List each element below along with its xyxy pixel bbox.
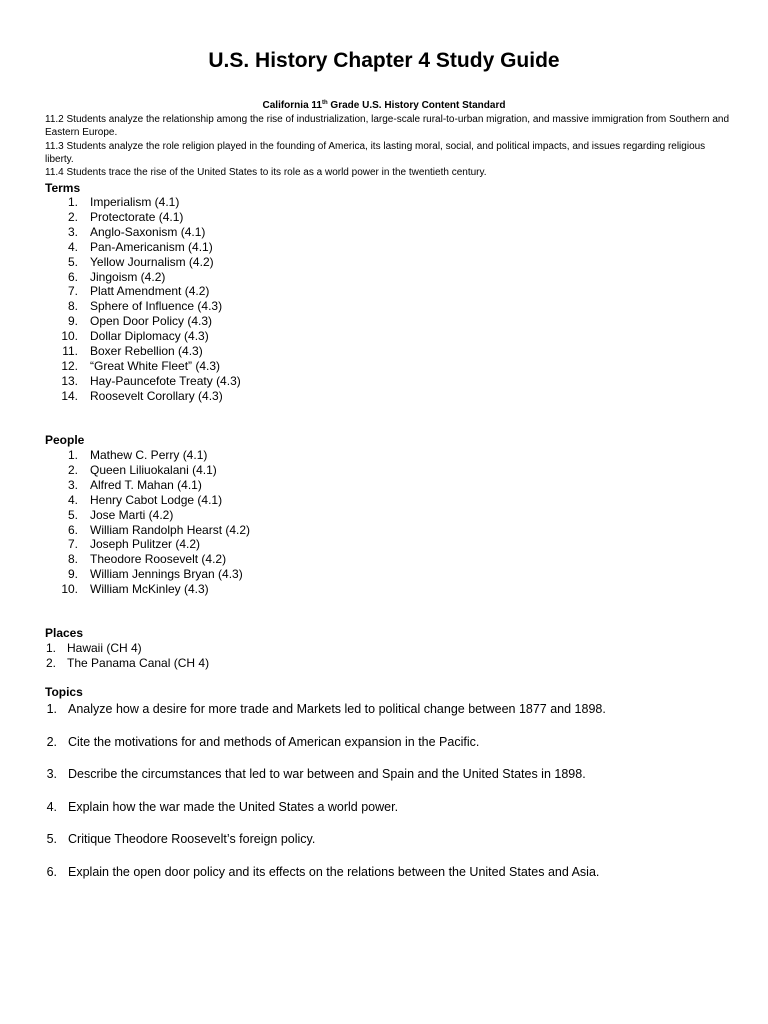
list-item: 13. Hay-Pauncefote Treaty (4.3) <box>61 373 241 388</box>
standard-heading-suffix: Grade U.S. History Content Standard <box>327 100 506 111</box>
list-item: 6. William Randolph Hearst (4.2) <box>67 522 251 537</box>
places-list <box>45 641 210 671</box>
topics-list <box>45 701 606 896</box>
people-list <box>45 448 251 597</box>
list-item: 1. Hawaii (CH 4) <box>45 641 142 655</box>
list-item: 8. Theodore Roosevelt (4.2) <box>67 552 227 567</box>
places-heading: Places <box>45 626 84 640</box>
list-item: 2. The Panama Canal (CH 4) <box>45 655 210 670</box>
list-item: 1. Imperialism (4.1) <box>67 195 180 209</box>
list-item: 4. Henry Cabot Lodge (4.1) <box>67 492 223 507</box>
standard-11-2: 11.2 Students analyze the relationship among the rise of industrialization, large-scale rural-to-urban migration, and massive immigration from Southern and Eastern Europe. <box>45 114 730 139</box>
terms-heading: Terms <box>45 181 81 195</box>
list-item: 4. Pan-Americanism (4.1) <box>67 239 213 254</box>
standards-block <box>45 113 735 179</box>
list-item: 7. Platt Amendment (4.2) <box>67 284 210 299</box>
standard-11-4: 11.4 Students trace the rise of the United States to its role as a world power in the twentieth century. <box>45 167 487 179</box>
list-item: 3. Alfred T. Mahan (4.1) <box>67 477 202 492</box>
list-item: 5. Critique Theodore Roosevelt’s foreign policy. <box>46 832 316 846</box>
list-item: 9. Open Door Policy (4.3) <box>67 314 213 329</box>
list-item: 2. Queen Liliuokalani (4.1) <box>67 462 217 477</box>
list-item: 6. Jingoism (4.2) <box>67 269 166 284</box>
list-item: 3. Describe the circumstances that led to war between and Spain and the United States in 1898. <box>46 767 586 781</box>
standard-11-3: 11.3 Students analyze the role religion played in the founding of America, its lasting moral, social, and political impacts, and issues regarding religious liberty. <box>45 140 706 165</box>
list-item: 1. Analyze how a desire for more trade and Markets led to political change between 1877 and 1898. <box>46 702 606 716</box>
list-item: 4. Explain how the war made the United States a world power. <box>46 799 399 814</box>
list-item: 8. Sphere of Influence (4.3) <box>67 299 223 314</box>
list-item: 5. Jose Marti (4.2) <box>67 507 174 522</box>
page-title: U.S. History Chapter 4 Study Guide <box>208 49 560 72</box>
list-item: 2. Protectorate (4.1) <box>67 209 184 224</box>
list-item: 12. “Great White Fleet” (4.3) <box>61 358 221 373</box>
topics-heading: Topics <box>45 685 83 699</box>
list-item: 14. Roosevelt Corollary (4.3) <box>61 388 223 403</box>
list-item: 10. Dollar Diplomacy (4.3) <box>61 329 209 344</box>
standard-heading <box>0 99 768 112</box>
people-heading: People <box>45 433 85 447</box>
list-item: 10. William McKinley (4.3) <box>61 582 209 597</box>
list-item: 5. Yellow Journalism (4.2) <box>67 254 214 269</box>
list-item: 6. Explain the open door policy and its effects on the relations between the United States and Asia. <box>46 864 600 879</box>
list-item: 2. Cite the motivations for and methods of American expansion in the Pacific. <box>46 734 480 749</box>
list-item: 9. William Jennings Bryan (4.3) <box>67 567 243 582</box>
list-item: 11. Boxer Rebellion (4.3) <box>62 344 203 359</box>
terms-list <box>45 195 241 404</box>
list-item: 7. Joseph Pulitzer (4.2) <box>67 537 201 552</box>
list-item: 1. Mathew C. Perry (4.1) <box>67 448 208 462</box>
standard-heading-superscript: th <box>321 100 328 106</box>
standard-heading-prefix: California 11 <box>262 100 322 111</box>
list-item: 3. Anglo-Saxonism (4.1) <box>67 224 206 239</box>
